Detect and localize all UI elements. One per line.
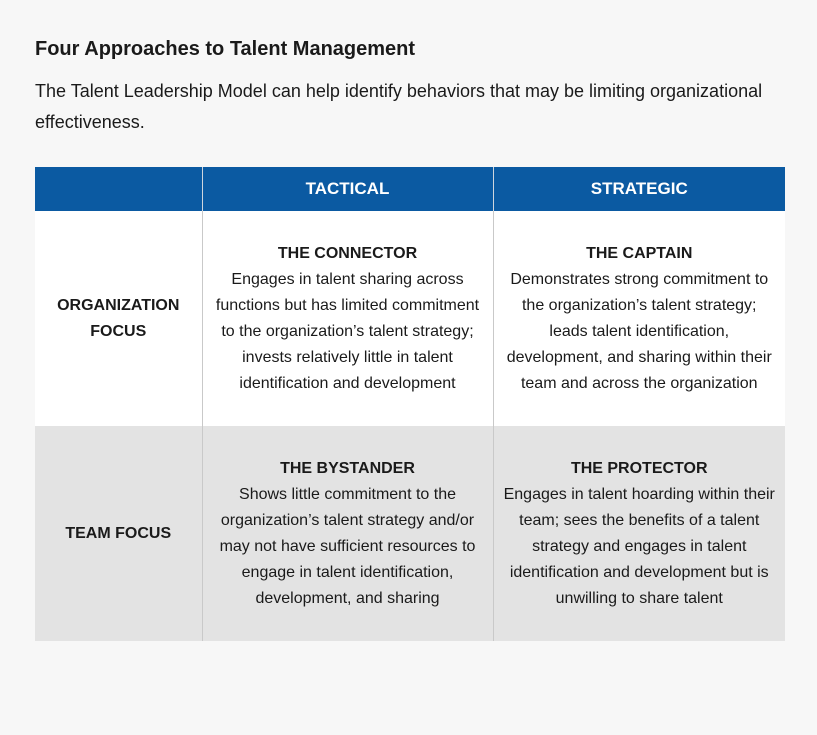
- row-label-team-focus: [35, 426, 202, 641]
- cell-title: THE PROTECTOR: [570, 459, 708, 477]
- cell-title: THE BYSTANDER: [280, 459, 415, 477]
- cell-description: Demonstrates strong commitment to the organization’s talent strategy; leads talent identification, development, and sharing within their team and across the organization: [506, 270, 772, 392]
- column-header-tactical: TACTICAL: [202, 167, 493, 211]
- row-label-text: ORGANIZATION FOCUS: [57, 296, 180, 340]
- talent-matrix-table: [35, 167, 785, 641]
- intro-text: The Talent Leadership Model can help identify behaviors that may be limiting organizational effectiveness.: [35, 81, 763, 132]
- row-label-organization-focus: [35, 211, 202, 426]
- cell-description: Engages in talent sharing across functions but has limited commitment to the organization’s talent strategy; invests relatively little in talent identification and development: [215, 270, 480, 392]
- table-row-team-focus: [35, 426, 785, 641]
- cell-title: THE CONNECTOR: [277, 244, 418, 262]
- cell-the-connector: [202, 211, 493, 426]
- table-header-row: [35, 167, 785, 211]
- cell-the-captain: [493, 211, 785, 426]
- cell-description: Shows little commitment to the organization’s talent strategy and/or may not have sufficient resources to engage in talent identification, development, and sharing: [219, 485, 476, 607]
- cell-the-bystander: [202, 426, 493, 641]
- cell-description: Engages in talent hoarding within their team; sees the benefits of a talent strategy and engages in talent identification and development but is unwilling to share talent: [503, 485, 775, 607]
- header-corner-cell: [35, 167, 202, 211]
- row-label-text: TEAM FOCUS: [65, 524, 172, 542]
- cell-the-protector: [493, 426, 785, 641]
- cell-title: THE CAPTAIN: [586, 244, 693, 262]
- column-header-strategic: STRATEGIC: [493, 167, 785, 211]
- page-title: Four Approaches to Talent Management: [35, 38, 416, 60]
- table-row-organization-focus: [35, 211, 785, 426]
